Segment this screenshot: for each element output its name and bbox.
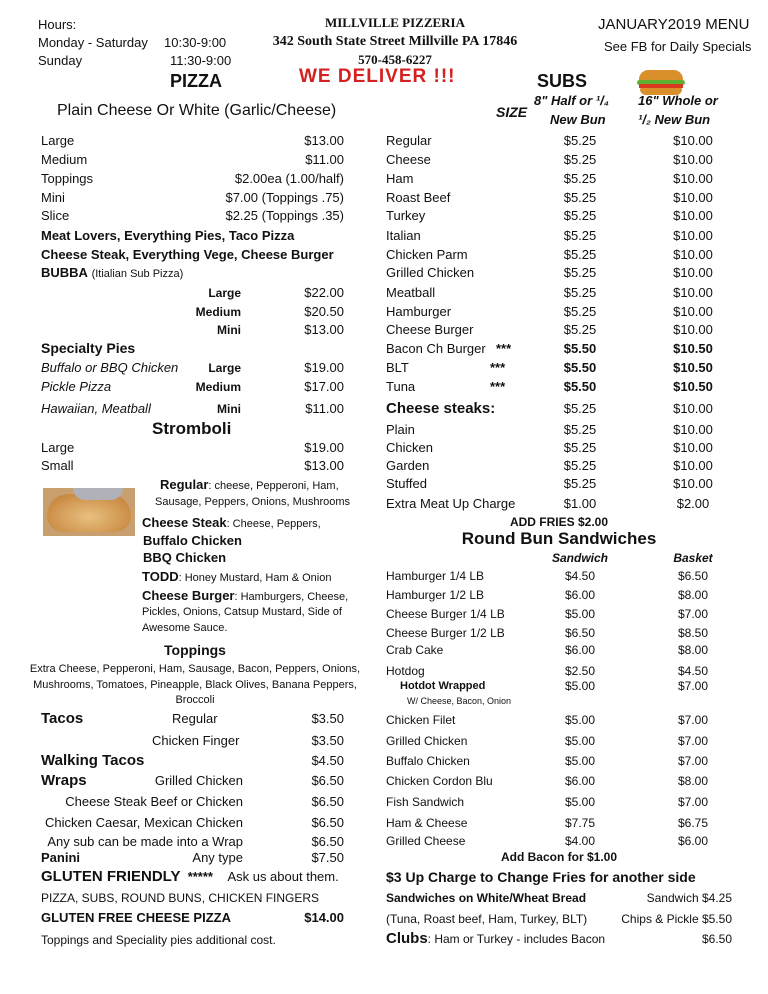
sub-row: Stuffed $5.25 $10.00 [386,476,713,491]
hours-time: 11:30-9:00 [170,53,232,68]
sub-row: Cheese $5.25 $10.00 [386,152,713,167]
plain-cheese: Plain Cheese Or White (Garlic/Cheese) [57,102,337,119]
menu-item: Cheese Steak Beef or Chicken $6.50 [65,794,344,809]
hours-days: Sunday [38,53,83,68]
menu-item: Pickle Pizza Medium $17.00 [41,379,344,394]
cheese-steak-desc: Cheese Steak: Cheese, Peppers, [142,515,321,530]
sandwich-row: Cheese Burger 1/2 LB $6.50 $8.50 [386,626,709,640]
we-deliver: WE DELIVER !!! [299,66,456,87]
toppings-line: Broccoli [175,694,215,706]
steak-pies: Cheese Steak, Everything Vege, Cheese Burger [41,247,334,262]
menu-item: Large $19.00 [41,440,344,455]
menu-item: Large $22.00 [208,285,344,300]
white-bread-row: Sandwiches on White/Wheat Bread Sandwich $4.25 [386,891,732,905]
menu-item: Chicken Finger $3.50 [152,733,344,748]
tacos-heading: Tacos [41,710,84,727]
sub-row: Meatball $5.25 $10.00 [386,285,713,300]
menu-item: Buffalo or BBQ Chicken Large $19.00 [41,360,344,375]
gluten-items: PIZZA, SUBS, ROUND BUNS, CHICKEN FINGERS [41,891,320,905]
subs-heading: SUBS [537,71,588,91]
sub-row: Italian $5.25 $10.00 [386,228,713,243]
sandwich-row: Chicken Cordon Blu $6.00 $8.00 [386,774,709,788]
fries-up-charge: $3 Up Charge to Change Fries for another side [386,869,696,885]
round-bun-columns: Sandwich Basket [551,551,713,565]
cheese-steaks-row: Cheese steaks: $5.25 $10.00 [386,400,713,417]
sub-row: Extra Meat Up Charge $1.00 $2.00 [386,496,710,511]
menu-item: Grilled Chicken $6.50 [154,773,344,788]
sandwich-row: Crab Cake $6.00 $8.00 [386,643,709,657]
sub-row: Tuna *** $5.50 $10.50 [386,379,713,394]
menu-item: Walking Tacos $4.50 [41,752,344,769]
sub-row: Garden $5.25 $10.00 [386,458,713,473]
sandwich-row: Grilled Chicken $5.00 $7.00 [386,734,709,748]
pricing-note: Toppings and Speciality pies additional cost. [41,933,276,947]
menu-item: Large $13.00 [41,133,344,148]
sandwich-row: Hotdog $2.50 $4.50 [386,664,709,678]
menu-item: GLUTEN FREE CHEESE PIZZA $14.00 [41,910,344,925]
sub-row: Ham $5.25 $10.00 [386,171,713,186]
clubs-row: Clubs: Ham or Turkey - includes Bacon $6.50 [386,930,732,947]
cheese-burger-desc-3: Awesome Sauce. [142,622,228,634]
bbq-chicken: BBQ Chicken [143,550,227,565]
wrapped-note: W/ Cheese, Bacon, Onion [407,696,512,706]
phone: 570-458-6227 [358,52,432,67]
menu-item: Regular $3.50 [172,711,344,726]
sandwich-row: Hamburger 1/4 LB $4.50 $6.50 [386,569,709,583]
add-bacon: Add Bacon for $1.00 [500,850,618,864]
address: 342 South State Street Millville PA 17846 [272,34,518,49]
hours-days: Monday - Saturday [38,35,148,50]
whole-label: 16" Whole or [638,93,718,108]
todd-desc: TODD: Honey Mustard, Ham & Onion [142,569,332,584]
sandwich-row: Fish Sandwich $5.00 $7.00 [386,795,709,809]
sandwich-row: Chicken Filet $5.00 $7.00 [386,713,709,727]
stromboli-photo [43,488,135,536]
sub-row: Bacon Ch Burger *** $5.50 $10.50 [386,341,713,356]
hours-label: Hours: [38,17,77,32]
specials-note: See FB for Daily Specials [604,39,752,54]
menu-title: JANUARY2019 MENU [598,16,750,33]
sub-row: Cheese Burger $5.25 $10.00 [386,322,713,337]
menu-item: Medium $11.00 [41,152,344,167]
bubba: BUBBA (Itialian Sub Pizza) [41,265,184,280]
stromboli-heading: Stromboli [152,419,232,438]
regular-desc-2: Sausage, Peppers, Onions, Mushrooms [155,496,351,508]
sandwich-row: Grilled Cheese $4.00 $6.00 [386,834,709,848]
sub-row: Hamburger $5.25 $10.00 [386,304,713,319]
buffalo-chicken: Buffalo Chicken [143,533,242,548]
sub-row: Turkey $5.25 $10.00 [386,208,713,223]
meat-lovers: Meat Lovers, Everything Pies, Taco Pizza [41,228,295,243]
whole-label-2: ¹/₂ New Bun [638,112,711,127]
toppings-line: Mushrooms, Tomatoes, Pineapple, Black Olives, Banana Peppers, [33,679,357,691]
menu-item: Toppings $2.00ea (1.00/half) [41,171,344,186]
sandwich-row: Buffalo Chicken $5.00 $7.00 [386,754,709,768]
pizza-heading: PIZZA [170,71,222,91]
menu-item: Mini $7.00 (Toppings .75) [41,190,344,205]
round-bun-heading: Round Bun Sandwiches [461,529,657,548]
menu-item: Slice $2.25 (Toppings .35) [41,208,344,223]
menu-item: Medium $20.50 [195,304,344,319]
sandwich-row: Cheese Burger 1/4 LB $5.00 $7.00 [386,607,709,621]
gluten-friendly: GLUTEN FRIENDLY ***** Ask us about them. [41,868,339,885]
half-label: 8" Half or ¹/₄ [534,93,609,108]
menu-item: Any sub can be made into a Wrap $6.50 [47,834,344,849]
toppings-heading: Toppings [164,642,226,658]
sub-row: BLT *** $5.50 $10.50 [386,360,713,375]
menu-item: Chicken Caesar, Mexican Chicken $6.50 [45,815,344,830]
specialty-heading: Specialty Pies [41,340,136,356]
wraps-heading: Wraps [41,772,87,789]
restaurant-name: MILLVILLE PIZZERIA [324,15,466,30]
size-label: SIZE [496,104,528,120]
sandwich-row: Ham & Cheese $7.75 $6.75 [386,816,709,830]
cheese-burger-desc-2: Pickles, Onions, Catsup Mustard, Side of [142,606,342,618]
sub-row: Chicken $5.25 $10.00 [386,440,713,455]
sub-row: Regular $5.25 $10.00 [386,133,713,148]
sub-row: Grilled Chicken $5.25 $10.00 [386,265,713,280]
menu-item: Panini Any type $7.50 [41,850,344,865]
hours-time: 10:30-9:00 [164,35,227,50]
half-label-2: New Bun [550,112,606,127]
add-fries: ADD FRIES $2.00 [509,515,609,529]
cheese-burger-desc: Cheese Burger: Hamburgers, Cheese, [142,588,349,603]
sandwich-row: Hotdot Wrapped $5.00 $7.00 [400,679,709,693]
white-bread-row: (Tuna, Roast beef, Ham, Turkey, BLT) Chips & Pickle $5.50 [386,912,732,926]
sub-row: Plain $5.25 $10.00 [386,422,713,437]
menu-item: Hawaiian, Meatball Mini $11.00 [41,401,344,416]
sandwich-row: Hamburger 1/2 LB $6.00 $8.00 [386,588,709,602]
menu-item: Small $13.00 [41,458,344,473]
toppings-line: Extra Cheese, Pepperoni, Ham, Sausage, Bacon, Peppers, Onions, [29,663,361,675]
sub-row: Roast Beef $5.25 $10.00 [386,190,713,205]
sub-row: Chicken Parm $5.25 $10.00 [386,247,713,262]
menu-item: Mini $13.00 [217,322,344,337]
regular-desc: Regular: cheese, Pepperoni, Ham, [160,477,339,492]
